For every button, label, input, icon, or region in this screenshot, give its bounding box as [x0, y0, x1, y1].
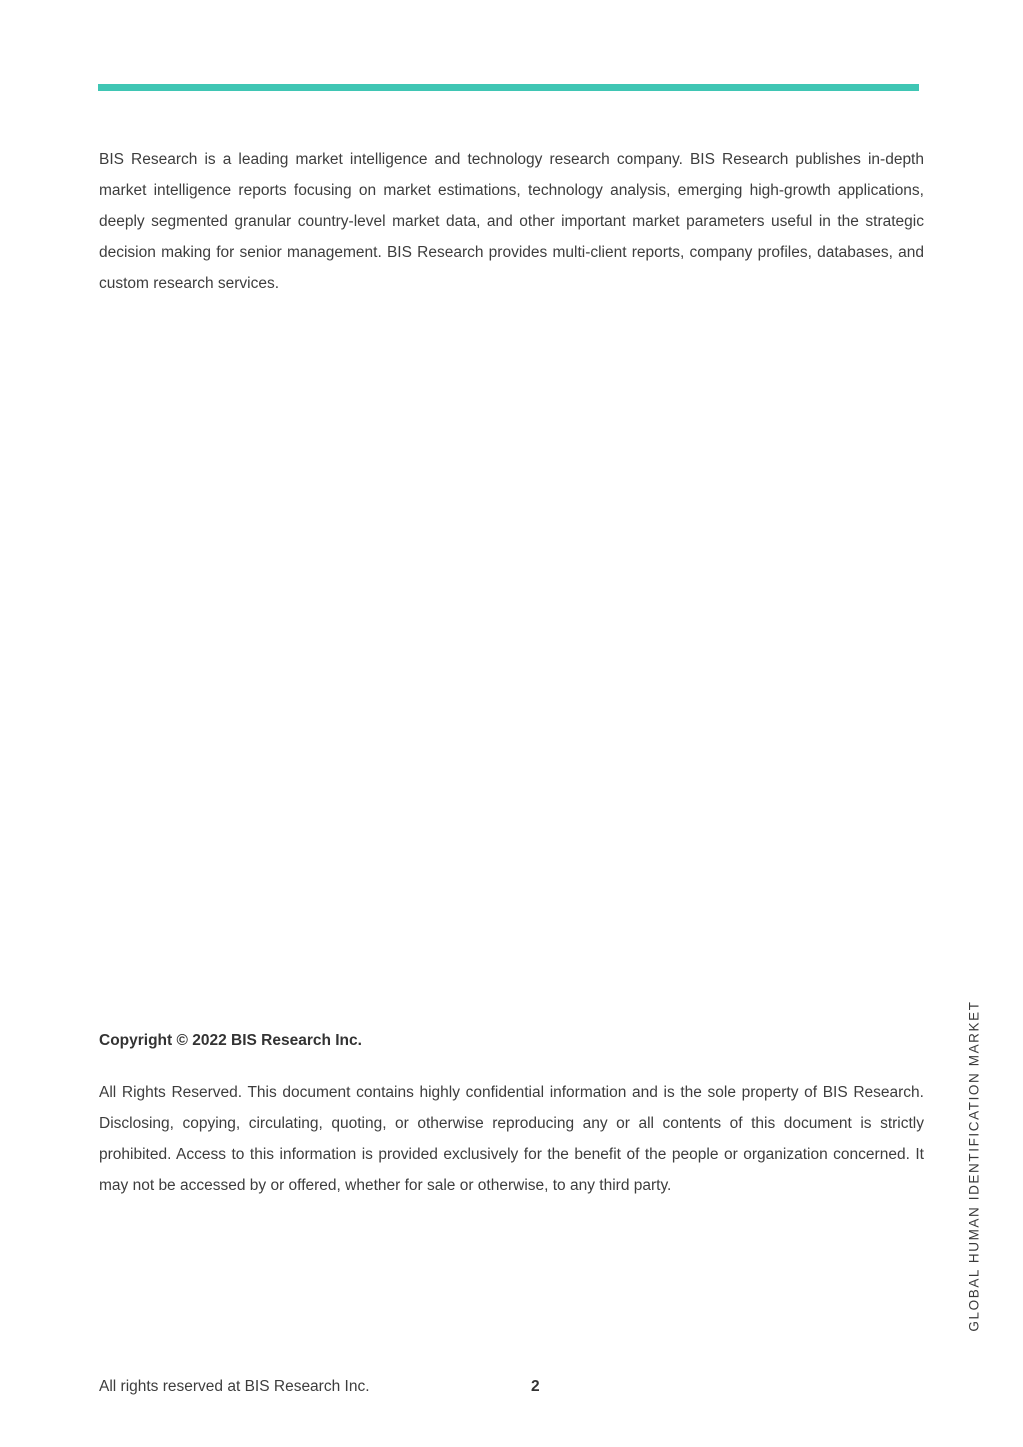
footer-rights-text: All rights reserved at BIS Research Inc. [99, 1378, 370, 1395]
accent-bar [98, 84, 919, 91]
side-report-title: GLOBAL HUMAN IDENTIFICATION MARKET [966, 1000, 982, 1332]
copyright-heading: Copyright © 2022 BIS Research Inc. [99, 1032, 362, 1049]
rights-paragraph: All Rights Reserved. This document contains highly confidential information and is the sole property of BIS Research. Disclosing, copying, circulating, quoting, or otherwise reproducing any or all contents of this document is strictly prohibited. Access to this information is provided exclusively for the benefit of the people or organization concerned. It may not be accessed by or offered, whether for sale or otherwise, to any third party. [99, 1084, 924, 1194]
page-number: 2 [531, 1378, 540, 1395]
intro-paragraph: BIS Research is a leading market intelligence and technology research company. BIS Research publishes in-depth market intelligence reports focusing on market estimations, technology analysis, emerging high-growth applications, deeply segmented granular country-level market data, and other important market parameters useful in the strategic decision making for senior management. BIS Research provides multi-client reports, company profiles, databases, and custom research services. [99, 151, 924, 292]
